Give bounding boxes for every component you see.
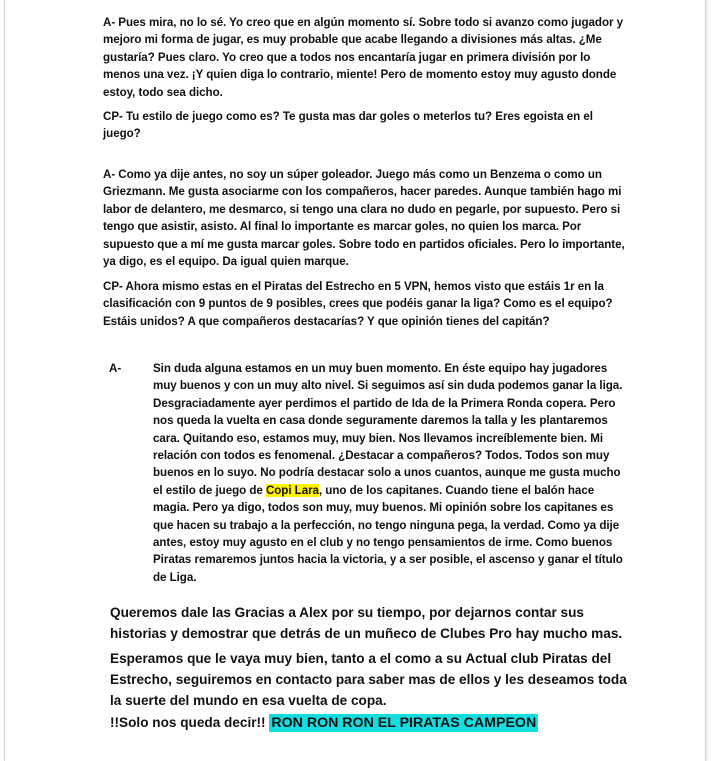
answer-paragraph-2	[103, 166, 625, 270]
closing-paragraph-2	[110, 648, 630, 711]
closing-3-text	[110, 712, 630, 734]
answer-3-text-after: , uno de los capitanes. Cuando tiene el balón hace magia. Pero ya digo, todos son muy, muy buenos. Mi opinión sobre los capitanes es que hacen su trabajo a la perfección, no tengo ninguna pega, la verdad. Como ya dije antes, estoy muy agusto en el club y no tengo pensamientos de irme. Como buenos Piratas remaremos juntos hacia la victoria, y a ser posible, el ascenso y ganar el título de Liga.	[153, 483, 623, 584]
highlighted-name: Copi Lara	[265, 483, 319, 497]
question-paragraph-2	[103, 108, 625, 143]
document-page	[4, 0, 706, 761]
question-2-text: CP- Tu estilo de juego como es? Te gusta mas dar goles o meterlos tu? Eres egoista en el juego?	[103, 110, 593, 141]
answer-3-text-before: Sin duda alguna estamos en un muy buen momento. En éste equipo hay jugadores muy buenos y con un muy alto nivel. Si seguimos así sin duda podemos ganar la liga. Desgraciadamente ayer perdimos el partido de Ida de la Primera Ronda copera. Pero nos queda la vuelta en casa donde seguramente daremos la talla y les plantaremos cara. Quitando eso, estamos muy, muy bien. Nos llevamos increíblemente bien. Mi relación con todos es fenomenal. ¿Destacar a compañeros? Todos. Todos son muy buenos en lo suyo. No podría destacar solo a unos cuantos, aunque me gusta mucho el estilo de juego de	[153, 362, 623, 497]
question-3-text: CP- Ahora mismo estas en el Piratas del Estrecho en 5 VPN, hemos visto que estáis 1r en la clasificación con 9 puntos de 9 posibles, crees que podéis ganar la liga? Como es el equipo? Estáis unidos? A que compañeros destacarías? Y que opinión tienes del capitán?	[103, 280, 613, 328]
highlighted-slogan: RON RON RON EL PIRATAS CAMPEON	[271, 715, 537, 731]
answer-1-text: A- Pues mira, no lo sé. Yo creo que en algún momento sí. Sobre todo si avanzo como jugador y mejoro mi forma de jugar, es muy probable que acabe llegando a divisiones más altas. ¿Me gustaría? Pues claro. Yo creo que a todos nos encantaría jugar en primera división por lo menos una vez. ¡Y quien diga lo contrario, miente! Pero de momento estoy muy agusto donde estoy, todo sea dicho.	[103, 16, 624, 99]
answer-2-text: A- Como ya dije antes, no soy un súper goleador. Juego más como un Benzema o como un Griezmann. Me gusta asociarme con los compañeros, hacer paredes. Aunque también hago mi labor de delantero, me desmarco, si tengo una clara no dudo en pegarle, por supuesto. Pero si tengo que asistir, asisto. Al final lo importante es marcar goles, no quien los marca. Por supuesto que a mí me gusta marcar goles. Sobre todo en partidos oficiales. Pero lo importante, ya digo, es el equipo. Da igual quien marque.	[103, 168, 625, 269]
answer-paragraph-1	[103, 14, 625, 101]
closing-paragraph-1	[110, 602, 630, 644]
closing-1-text: Queremos dale las Gracias a Alex por su tiempo, por dejarnos contar sus historias y demostrar que detrás de un muñeco de Clubes Pro hay mucho mas.	[110, 605, 623, 641]
list-marker: A-	[109, 362, 122, 375]
closing-paragraph-3	[110, 712, 630, 734]
closing-3-lead: !!Solo nos queda decir!!	[110, 715, 270, 730]
closing-2-text: Esperamos que le vaya muy bien, tanto a el como a su Actual club Piratas del Estrecho, seguiremos en contacto para saber mas de ellos y les deseamos toda la suerte del mundo en esa vuelta de copa.	[110, 651, 627, 708]
answer-3-text	[153, 360, 629, 586]
question-paragraph-3	[103, 278, 625, 330]
